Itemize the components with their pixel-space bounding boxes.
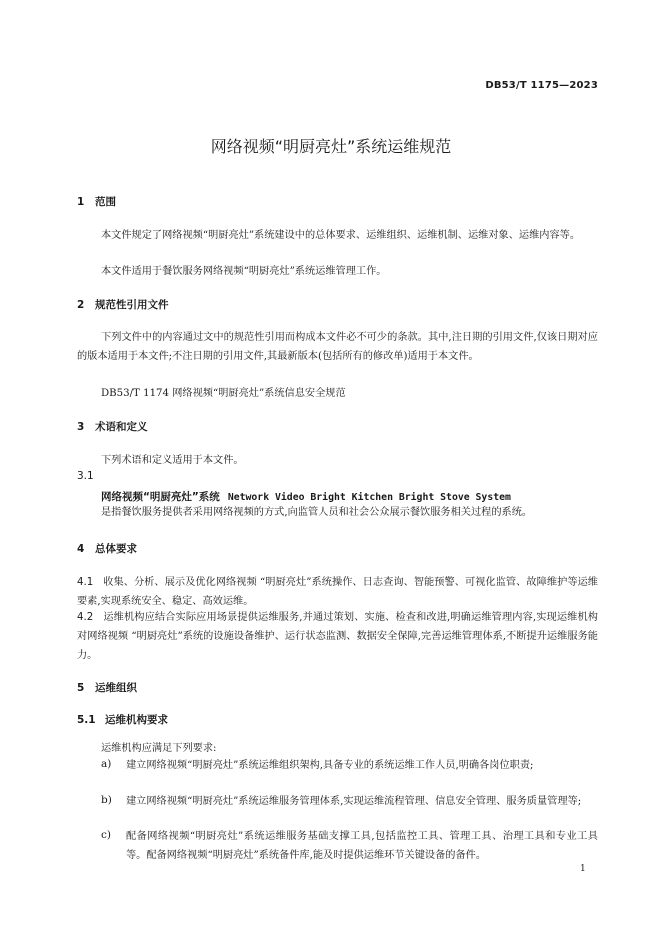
subsection-title: 运维机构要求 — [105, 714, 168, 726]
subsection-5-1-heading — [77, 712, 168, 727]
clause-number: 4.2 — [77, 612, 94, 623]
list-item-a-text: 建立网络视频“明厨亮灶”系统运维组织架构,具备专业的系统运维工作人员,明确各岗位职责; — [126, 760, 534, 771]
section-number: 4 — [77, 543, 85, 555]
list-item-b-text: 建立网络视频“明厨亮灶”系统运维服务管理体系,实现运维流程管理、信息安全管理、服务质量管理等; — [126, 796, 582, 807]
subsection-number: 5.1 — [77, 714, 96, 726]
section-title: 术语和定义 — [95, 421, 148, 433]
term-definition: 是指餐饮服务提供者采用网络视频的方式,向监管人员和社会公众展示餐饮服务相关过程的系统。 — [101, 507, 533, 518]
list-item-c-text: 配备网络视频“明厨亮灶”系统运维服务基础支撑工具,包括监控工具、管理工具、治理工具和专业工具等。配备网络视频“明厨亮灶”系统备件库,能及时提供运维环节关键设备的备件。 — [126, 831, 598, 861]
standard-code: DB53/T 1175—2023 — [485, 80, 598, 91]
section-2-heading — [77, 297, 169, 312]
section-5-heading — [77, 680, 137, 695]
section-title: 范围 — [95, 196, 116, 208]
list-intro: 运维机构应满足下列要求: — [101, 743, 217, 754]
list-item-b-marker: b) — [101, 794, 112, 806]
section-title: 运维组织 — [95, 682, 137, 694]
list-item-c-marker: c) — [101, 829, 111, 841]
section-title: 总体要求 — [95, 543, 137, 555]
section-1-heading — [77, 194, 116, 209]
clause-4-2 — [77, 608, 598, 665]
section-number: 2 — [77, 299, 85, 311]
clause-text: 运维机构应结合实际应用场景提供运维服务,并通过策划、实施、检查和改进,明确运维管理内容,实现运维机构对网络视频 “明厨亮灶”系统的设施设备维护、运行状态监测、数据安全保障,完善运维管理体系,不断提升运维服务能力。 — [77, 612, 598, 661]
clause-number: 4.1 — [77, 577, 94, 588]
section-number: 3 — [77, 421, 85, 433]
section-number: 5 — [77, 682, 85, 694]
section-2-paragraph-1: 下列文件中的内容通过文中的规范性引用而构成本文件必不可少的条款。其中,注日期的引用文件,仅该日期对应的版本适用于本文件;不注日期的引用文件,其最新版本(包括所有的修改单)适用于本文件。 — [77, 332, 598, 362]
section-4-heading — [77, 541, 137, 556]
section-number: 1 — [77, 196, 85, 208]
section-3-paragraph-1: 下列术语和定义适用于本文件。 — [101, 455, 244, 466]
clause-4-1 — [77, 573, 598, 611]
page-title: 网络视频“明厨亮灶”系统运维规范 — [210, 137, 452, 156]
section-3-heading — [77, 419, 148, 434]
clause-text: 收集、分析、展示及优化网络视频 “明厨亮灶”系统操作、日志查询、智能预警、可视化监管、故障维护等运维要素,实现系统安全、稳定、高效运维。 — [77, 577, 598, 607]
term-english: Network Video Bright Kitchen Bright Stove System — [227, 492, 511, 503]
term-number: 3.1 — [77, 470, 94, 482]
page-number: 1 — [580, 864, 586, 874]
section-1-paragraph-1: 本文件规定了网络视频“明厨亮灶”系统建设中的总体要求、运维组织、运维机制、运维对象、运维内容等。 — [101, 230, 581, 241]
normative-reference: DB53/T 1174 网络视频“明厨亮灶”系统信息安全规范 — [101, 388, 346, 399]
section-1-paragraph-2: 本文件适用于餐饮服务网络视频“明厨亮灶”系统运维管理工作。 — [101, 266, 387, 277]
list-item-a-marker: a) — [101, 758, 112, 770]
section-title: 规范性引用文件 — [95, 299, 169, 311]
term-chinese: 网络视频“明厨亮灶”系统 — [101, 491, 220, 503]
